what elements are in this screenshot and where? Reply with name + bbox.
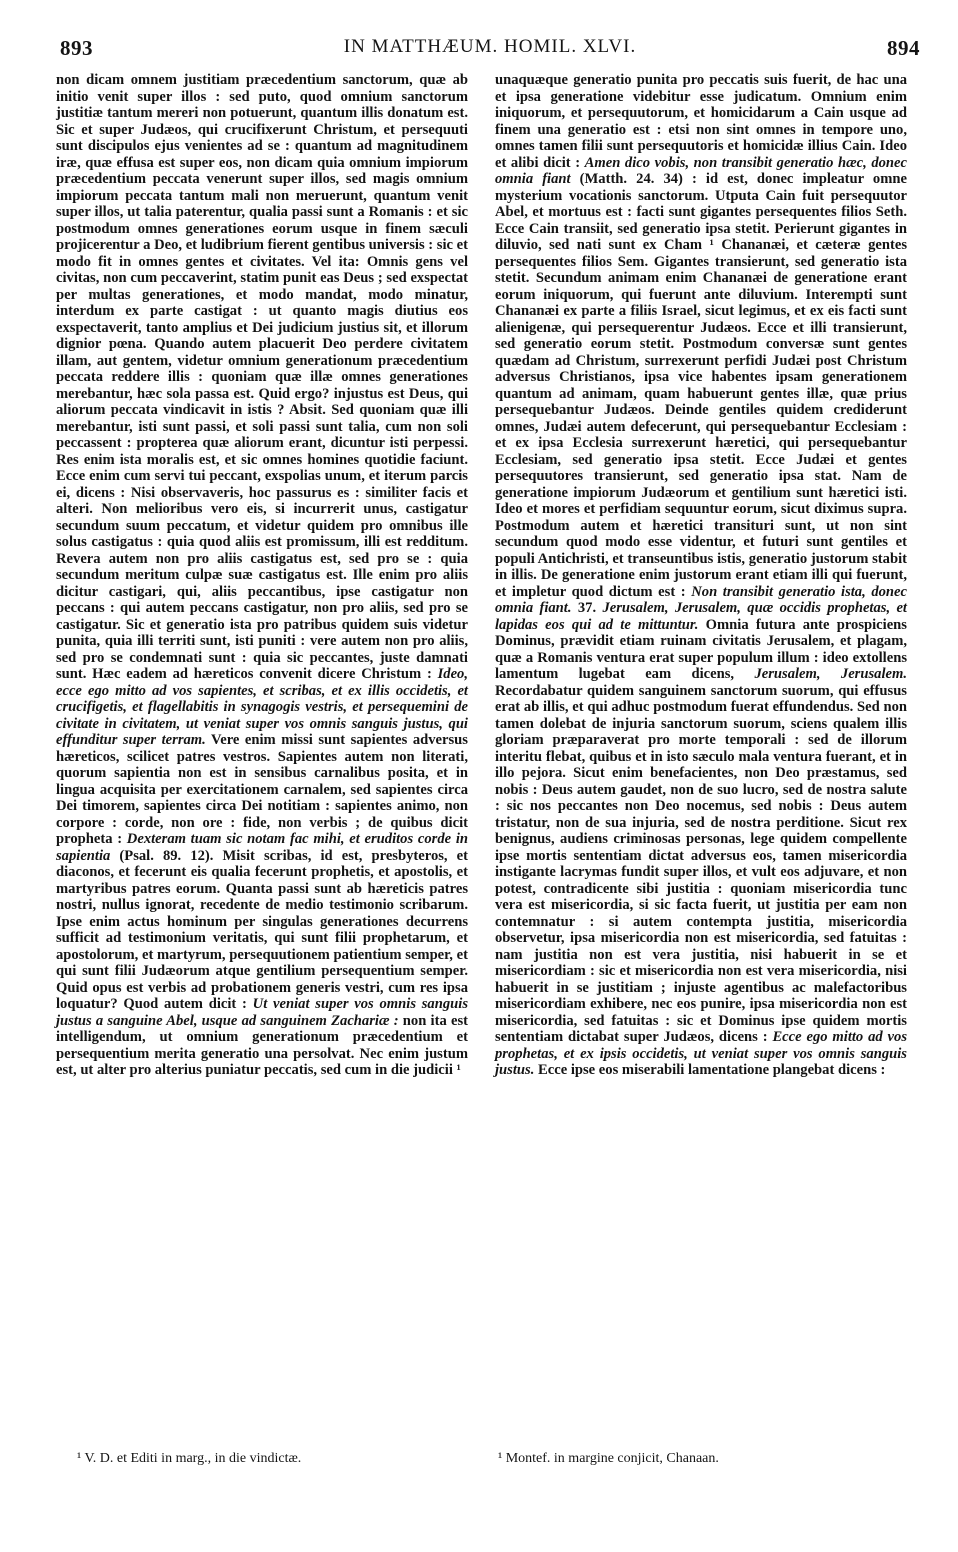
body-paragraph <box>56 72 468 1079</box>
body-text: Misit scribas, id est, presbyteros, et diaconos, et fecerunt eis qualia fecerunt prophetis, et apostolis, et martyribus patres eorum. Quanta passi sunt ab hæreticis patres nostri, nullus ignorat, recedente de medio testimonio scribarum. Ipse enim actus hominum per singulas generationes decurrens sufficit ad testimonium veritatis, qui sunt filii prophetarum, et apostolorum, et martyrum, persequutionem patientium semper, et qui sunt filii Judæorum atque gentilium persequentium semper. Quid opus est verbis ad probationem generis vestri, cum res ipsa loquatur? Quod autem dicit : <box>56 847 468 1012</box>
scripture-quote: Dexteram tuam sic notam fac mihi, et eruditos corde in sapientia <box>56 831 468 864</box>
text-column-right <box>495 72 907 1079</box>
body-text: non ita est intelligendum, ut omnium generationum præcedentium et persequentium merita generatio una persolvat. Nec enim justum est, ut alter pro alterius puniatur peccatis, sed cum in die judicii ¹ <box>56 1012 468 1078</box>
scripture-quote: Non transibit generatio ista, donec omnia fiant. <box>495 583 908 616</box>
scripture-quote: Jerusalem, Jerusalem, quæ occidis prophetas, et lapidas eos qui ad te mittuntur. <box>495 600 907 633</box>
scripture-reference: (Matth. 24. 34) <box>579 171 683 187</box>
scripture-quote: Jerusalem, Jerusalem. <box>754 666 907 682</box>
body-text: unaquæque generatio punita pro peccatis suis fuerit, de hac una et ipsa generatione videbitur esse judicatum. Omnium enim iniquorum, et persequutorum, et homicidarum a Cain usque ad finem una generatio est : etsi non sint omnes in tempore uno, omnes tamen filii sunt persequutoris et homicidæ illius Cain. Ideo et alibi dicit : <box>495 72 907 171</box>
text-column-left <box>56 72 468 1079</box>
body-paragraph <box>495 72 907 1079</box>
scripture-quote: Ideo, ecce ego mitto ad vos sapientes, et scribas, et ex illis occidetis, et crucifigetis, et flagellabitis in synagogis vestris, et persequemini de civitate in civitatem, ut veniat super vos omnis sanguis justus, qui effunditur super terram. <box>56 666 468 748</box>
scripture-quote: Ut veniat super vos omnis sanguis justus a sanguine Abel, usque ad sanguinem Zachariæ : <box>56 996 468 1029</box>
page-number-right: 894 <box>887 36 920 60</box>
running-title: IN MATTHÆUM. HOMIL. XLVI. <box>343 36 637 57</box>
body-text: Recordabatur quidem sanguinem sanctorum suorum, qui effusus erat ab illis, et qui adhuc postmodum fuerat effundendus. Sed non tamen dolebat de injuria sanctorum suorum, sciens qualem illis gloriam præparaverat pro morte temporali : sed de illorum interitu flebat, quibus et in isto sæculo mala ventura fuerant, et in illo pejora. Sicut enim benefacientes, non Deo præstamus, sed nobis : Deus autem gaudet, non de suo lucro, sed de nostra salute : sic nos peccantes non Deo nocemus, sed nobis : Deus autem tristatur, non de sua injuria, sed de nostra perditione. Sicut rex benignus, audiens criminosas personas, lege quidem compellente ipse mortis sententiam dictat adversus eos, tamen misericordia instigante lacrymas fundit super illos, et vult eos adjuvare, et non potest, contradicente sibi justitia : quoniam misericordia tunc vera est misericordia, si sic facta fuerit, ut justitia per eam non contemnatur : si autem contempta justitia, misericordia observetur, ipsa misericordia non est misericordia, sed fatuitas : nam justitia non est vera justitia, nisi habuerit in se et misericordiam : sic et misericordia non est vera misericordia, nisi habuerit in se justitiam ; injuste agentibus ac malefactoribus misericordiam exhibere, nec eos punire, ipsa misericordia non est misericordia, sed fatuitas : sic et Dominus ipse quidem mortis sententiam dictabat super Judæos, dicens : <box>495 682 907 1045</box>
body-text: Ecce ipse eos miserabili lamentatione plangebat dicens : <box>538 1062 886 1078</box>
verse-number: 37. <box>577 600 597 616</box>
body-text: Vere enim missi sunt sapientes adversus hæreticos, scilicet patres vestros. Sapientes autem non literati, quorum sapientia non est in sensibus carnalibus posita, et in lingua acquisita per exercitationem carnalem, sed sapientes circa Dei timorem, sapientes circa Dei notitiam : sapientes animo, non corpore : corde, non ore : fide, non verbis ; de quibus dicit propheta : <box>56 732 468 847</box>
footnote-right: ¹ Montef. in margine conjicit, Chanaan. <box>498 1451 719 1466</box>
scripture-quote: Ecce ego mitto ad vos prophetas, et ex ipsis occidetis, ut veniat super vos omnis sanguis justus. <box>495 1029 907 1078</box>
body-text: : id est, donec impleatur omne mysterium vocationis sanctorum. Utputa Cain fuit persequutor Abel, et mortuus est : facti sunt gigantes persequentes filios Seth. Ecce Cain transiit, sed generatio ipsa stetit. Perierunt gigantes in diluvio, sed nati sunt ex Cham ¹ Chananæi, et cæteræ gentes persequentes filios Sem. Gigantes transierunt, sed generatio ista stetit. Secundum animam enim Chananæi de generatione erant eorum iniquorum, qui fuerunt ante diluvium. Interempti sunt Chananæi ex parte a filiis Israel, sicut legimus, et ex eis facti sunt alienigenæ, qui persequerentur Judæos. Ecce et illi transierunt, sed generatio eorum stetit. Postmodum conversæ sunt gentes quædam ad Christum, surrexerunt perfidi Judæi post Christum adversus Christianos, ipsa vice habentes ipsam generationem quantum ad animam, quam habuerunt gentes illæ, quæ prius persequebantur Judæos. Deinde gentiles quidem crediderunt omnes, Judæi autem defecerunt, qui persequebantur Ecclesiam : et ex ipsa Ecclesia surrexerunt hæretici, qui persequebantur Ecclesiam, sed generatio ipsa stetit. Ecce Judæi et gentes persequutores transierunt, sed generatio ipsa stat. Nam de generatione impiorum Judæorum et gentilium sunt hæretici isti. Ideo et mores et perfidiam sequuntur eorum, sicut diximus supra. Postmodum autem et hæretici transituri sunt, ut non sint secundum quod modo esse videntur, et futuri sunt gentiles et populi Antichristi, et transeuntibus istis, generatio justorum stabit in illis. De generatione enim justorum erant etiam illi qui fuerunt, et impletur quod dictum est : <box>495 171 907 600</box>
page-number-left: 893 <box>60 36 93 60</box>
scripture-reference: (Psal. 89. 12). <box>119 847 214 864</box>
page-header <box>60 36 920 70</box>
footnote-left: ¹ V. D. et Editi in marg., in die vindictæ. <box>77 1451 302 1466</box>
body-text: Omnia futura ante prospiciens Dominus, prævidit etiam ruinam civitatis Jerusalem, et plagam, quæ a Romanis ventura erat super populum illum : ideo extollens lamentum lugebat eam dicens, <box>495 616 907 682</box>
scripture-quote: Amen dico vobis, non transibit generatio hæc, donec omnia fiant <box>495 154 907 187</box>
body-text: non dicam omnem justitiam præcedentium sanctorum, quæ ab initio venit super illos : sed puto, quod omnium sanctorum justitiæ tantum mereri non potuerunt, quantum illis donatum est. Sic et super Judæos, qui crucifixerunt Christum, et persequuti sunt discipulos ejus venientes ad se : quantum ad magnitudinem iræ, quæ effusa est super eos, non dicam quia omnium impiorum præcedentium peccata venerunt super illos, sed magis omnium impiorum peccata tantum mali non meruerunt, quantum venit super illos, ut talia paterentur, qualia passi sunt a Romanis : et sic postmodum omnes generationes eorum usque in finem sæculi projicerentur a Deo, et ludibrium fierent gentibus universis : sic et modo fit in omnes gentes et civitates. Vel ita: Omnis gens vel civitas, non cum peccaverint, statim punit eas Deus ; sed exspectat per multas generationes, et modo mandat, modo minatur, interdum ex parte castigat : ut quanto magis diutius eos exspectaverit, tanto amplius et Dei judicium justius sit, et illorum dignior pœna. Quando autem placuerit Deo perdere civitatem illam, aut gentem, videtur omnium generationum præcedentium peccata reddere illis : quoniam quæ illæ omnes generationes merebantur, hæc sola passa est. Quid ergo? injustus est Deus, qui aliorum peccata vindicavit in istis ? Absit. Sed quoniam quæ illi merebantur, isti sunt passi, et soli passi sunt talia, cum non soli peccassent : propterea quæ aliorum erant, dicuntur isti perpessi. Res enim ista moralis est, et sic omnes homines quotidie faciunt. Ecce enim cum servi tui peccant, exspolias unum, et iterum parcis ei, dicens : Nisi observaveris, hoc passurus es : similiter facis et alteri. Non melioribus vero eis, si incurrerit unus, castigatur secundum suum peccatum, et videtur quidem pro omnibus ille solus castigatus : quia quod aliis est promissum, illi est redditum. Revera autem non pro aliis castigatus est, sed pro se : quia secundum meritum culpæ suæ castigatus est. Ille enim pro aliis dicitur castigari, qui, aliis peccantibus, ipse castigatur non peccans : qui autem peccans castigatur, non pro aliis, sed pro se castigatur. Sic et generatio ista pro patribus quidem suis videtur punita, quia illi territi sunt, isti puniti : vere autem non pro aliis, sed pro se condemnati sunt : quia sic peccantes, juste damnati sunt. Hæc eadem ad hæreticos convenit dicere Christum : <box>56 72 468 682</box>
